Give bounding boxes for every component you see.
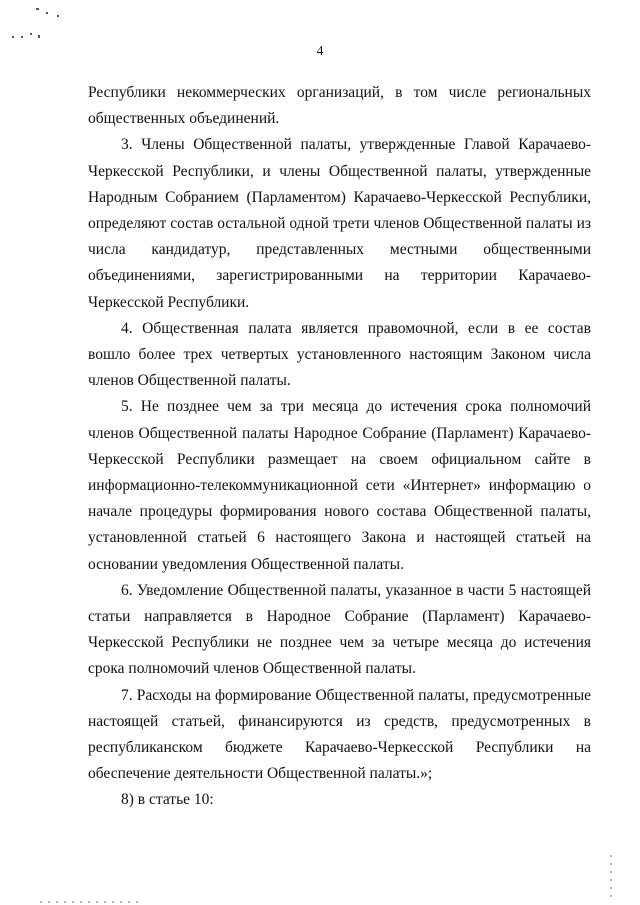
paragraph-2: 3. Члены Общественной палаты, утвержденные Главой Карачаево-Черкесской Республики, и члены Общественной палаты, утвержденные Народным Собранием (Парламентом) Карачаево-Черкесской Республики, определяют состав остальной одной трети членов Общественной палаты из числа кандидатур, представленных местными общественными объединениями, зарегистрированными на территории Карачаево-Черкесской Республики.	[88, 136, 591, 311]
paragraph-1: Республики некоммерческих организаций, в том числе региональных общественных объединений.	[88, 84, 591, 128]
document-body	[88, 80, 591, 814]
paragraph-4: 5. Не позднее чем за три месяца до истечения срока полномочий членов Общественной палаты Народное Собрание (Парламент) Карачаево-Черкесской Республики размещает на своем официальном сайте в информационно-телекоммуникационной сети «Интернет» информацию о начале процедуры формирования нового состава Общественной палаты, установленной статьей 6 настоящего Закона и настоящей статьей на основании уведомления Общественной палаты.	[88, 398, 591, 573]
paragraph-7: 8) в статье 10:	[121, 791, 214, 809]
paragraph-6: 7. Расходы на формирование Общественной палаты, предусмотренные настоящей статьей, финансируются из средств, предусмотренных в республиканском бюджете Карачаево-Черкесской Республики на обеспечение деятельности Общественной палаты.»;	[88, 686, 591, 783]
paragraph-5: 6. Уведомление Общественной палаты, указанное в части 5 настоящей статьи направляется в Народное Собрание (Парламент) Карачаево-Черкесской Республики не позднее чем за четыре месяца до истечения срока полномочий членов Общественной палаты.	[88, 581, 591, 678]
paragraph-3: 4. Общественная палата является правомочной, если в ее состав вошло более трех четвертых установленного настоящим Законом числа членов Общественной палаты.	[88, 319, 591, 390]
page-number: 4	[316, 44, 324, 59]
